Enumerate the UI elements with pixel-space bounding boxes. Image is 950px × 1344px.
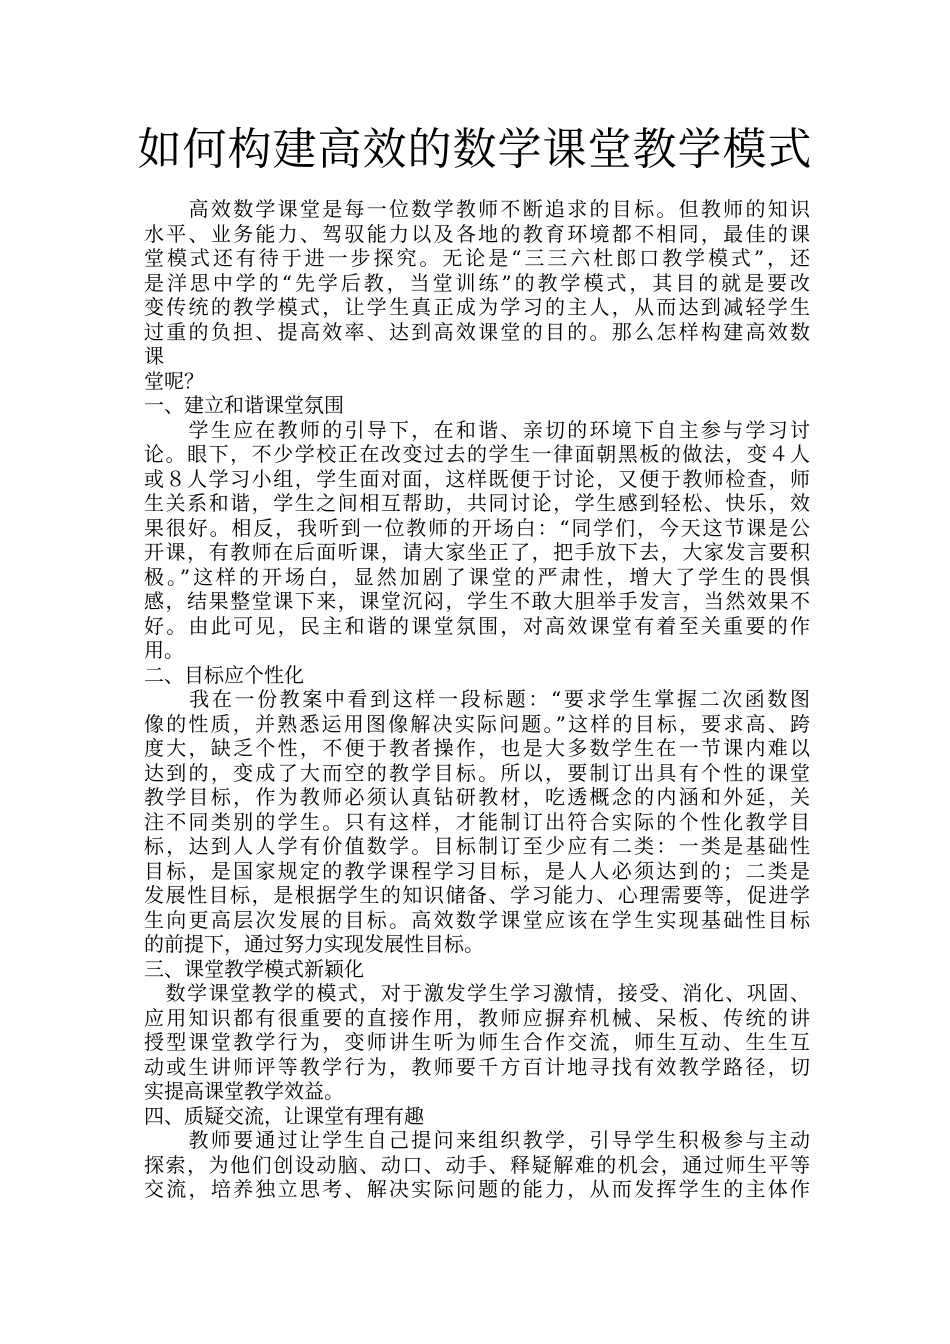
text-line: 过重的负担、提高效率、达到高效课堂的目的。那么怎样构建高效数	[144, 319, 810, 344]
text-line: 论。眼下，不少学校正在改变过去的学生一律面朝黑板的做法，变４人	[144, 442, 810, 466]
text-line: 用。	[144, 638, 184, 662]
text-line: 果很好。相反，我听到一位教师的开场白：“同学们，今天这节课是公	[144, 515, 810, 540]
text-line: 实提高课堂教学效益。	[144, 1079, 344, 1103]
text-line: 好。由此可见，民主和谐的课堂氛围，对高效课堂有着至关重要的作	[144, 613, 810, 638]
text-line: 像的性质，并熟悉运用图像解决实际问题。”这样的目标，要求高、跨	[144, 711, 810, 736]
text-line: 水平、业务能力、驾驭能力以及各地的教育环境都不相同，最佳的课	[144, 221, 810, 246]
text-line: 生向更高层次发展的目标。高效数学课堂应该在学生实现基础性目标	[144, 907, 810, 932]
text-line: 生关系和谐，学生之间相互帮助，共同讨论，学生感到轻松、快乐，效	[144, 491, 810, 515]
text-line: 开课，有教师在后面听课，请大家坐正了，把手放下去，大家发言要积	[144, 540, 810, 564]
text-line: 感，结果整堂课下来，课堂沉闷，学生不敢大胆举手发言，当然效果不	[144, 589, 810, 613]
section-heading: 三、课堂教学模式新颖化	[144, 956, 364, 981]
section-1	[144, 393, 810, 663]
text-line: 数学课堂教学的模式，对于激发学生学习激情，接受、消化、巩固、	[144, 981, 810, 1005]
section-heading: 一、建立和谐课堂氛围	[144, 393, 344, 417]
text-line: 极。”这样的开场白，显然加剧了课堂的严肃性，增大了学生的畏惧	[144, 564, 810, 589]
text-line: 应用知识都有很重要的直接作用，教师应摒弃机械、呆板、传统的讲	[144, 1005, 810, 1030]
text-line: 教学目标，作为教师必须认真钻研教材，吃透概念的内涵和外延，关	[144, 785, 810, 809]
text-line: 目标，是国家规定的教学课程学习目标，是人人必须达到的；二类是	[144, 858, 810, 883]
document-title: 如何构建高效的数学课堂教学模式	[137, 124, 813, 175]
text-line: 交流，培养独立思考、解决实际问题的能力，从而发挥学生的主体作	[144, 1177, 810, 1201]
section-3	[144, 957, 810, 1104]
intro-paragraph	[144, 197, 810, 393]
section-4	[144, 1104, 810, 1202]
text-line: 课	[144, 344, 164, 368]
text-line: 或８人学习小组，学生面对面，这样既便于讨论，又便于教师检查，师	[144, 466, 810, 491]
text-line: 探索，为他们创设动脑、动口、动手、释疑解难的机会，通过师生平等	[144, 1152, 810, 1177]
text-line: 动或生讲师评等教学行为，教师要千方百计地寻找有效教学路径，切	[144, 1054, 810, 1079]
text-line: 发展性目标，是根据学生的知识储备、学习能力、心理需要等，促进学	[144, 883, 810, 907]
text-line: 度大，缺乏个性，不便于教者操作，也是大多数学生在一节课内难以	[144, 736, 810, 760]
text-line: 堂呢？	[144, 368, 204, 393]
text-line: 的前提下，通过努力实现发展性目标。	[144, 932, 484, 956]
text-line: 授型课堂教学行为，变师讲生听为师生合作交流，师生互动、生生互	[144, 1030, 810, 1054]
text-line: 堂模式还有待于进一步探究。无论是“三三六杜郎口教学模式”，还	[144, 246, 810, 270]
text-line: 达到的，变成了大而空的教学目标。所以，要制订出具有个性的课堂	[144, 760, 810, 785]
document-body	[144, 197, 810, 1202]
section-heading: 二、目标应个性化	[144, 662, 304, 687]
text-line: 注不同类别的学生。只有这样，才能制订出符合实际的个性化教学目	[144, 809, 810, 834]
text-line: 学生应在教师的引导下，在和谐、亲切的环境下自主参与学习讨	[144, 417, 810, 442]
text-line: 教师要通过让学生自己提问来组织教学，引导学生积极参与主动	[144, 1128, 810, 1152]
text-line: 是洋思中学的“先学后教，当堂训练”的教学模式，其目的就是要改	[144, 270, 810, 295]
section-heading: 四、质疑交流，让课堂有理有趣	[144, 1103, 424, 1128]
text-line: 我在一份教案中看到这样一段标题：“要求学生掌握二次函数图	[144, 687, 810, 711]
text-line: 变传统的教学模式，让学生真正成为学习的主人，从而达到减轻学生	[144, 295, 810, 319]
text-line: 高效数学课堂是每一位数学教师不断追求的目标。但教师的知识	[144, 197, 810, 221]
text-line: 标，达到人人学有价值数学。目标制订至少应有二类：一类是基础性	[144, 834, 810, 858]
section-2	[144, 663, 810, 957]
